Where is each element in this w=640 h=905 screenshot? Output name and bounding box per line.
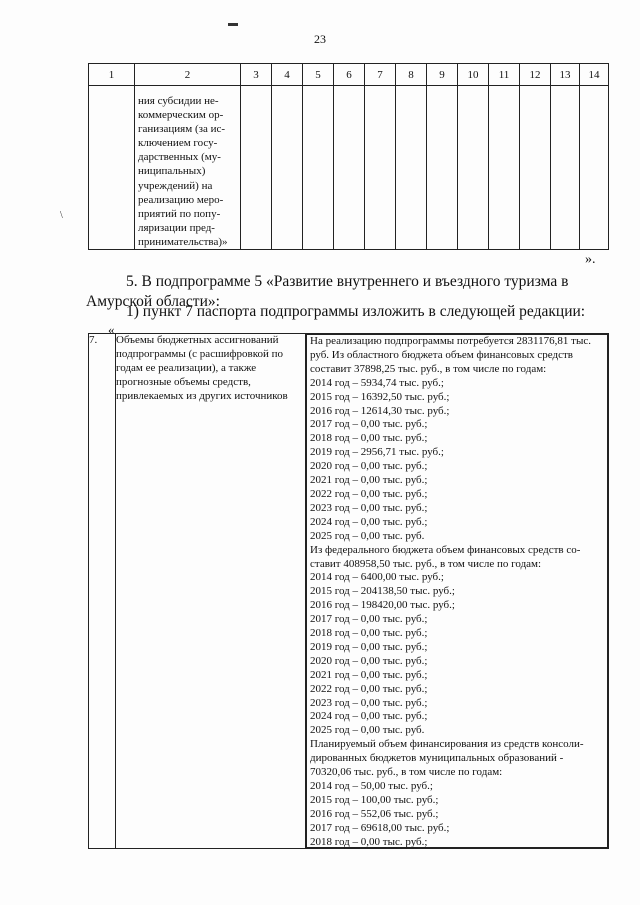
content-line: 2017 год – 0,00 тыс. руб.; bbox=[310, 613, 428, 626]
column-header: 5 bbox=[303, 64, 334, 86]
content-line: 2020 год – 0,00 тыс. руб.; bbox=[310, 654, 428, 667]
content-line: дированных бюджетов муниципальных образований - bbox=[310, 752, 564, 765]
content-line: 2021 год – 0,00 тыс. руб.; bbox=[310, 668, 428, 681]
column-header: 10 bbox=[458, 64, 489, 86]
content-line: 2017 год – 0,00 тыс. руб.; bbox=[310, 418, 428, 431]
column-header: 14 bbox=[580, 64, 609, 86]
row-number: 7. bbox=[89, 334, 116, 849]
cell-text-line: реализацию меро- bbox=[138, 193, 224, 206]
table-cell bbox=[396, 86, 427, 250]
paragraph-1: 1) пункт 7 паспорта подпрограммы изложить в следующей редакции: bbox=[126, 303, 586, 320]
content-line: 2015 год – 100,00 тыс. руб.; bbox=[310, 793, 439, 806]
column-header: 7 bbox=[365, 64, 396, 86]
content-line: 2017 год – 69618,00 тыс. руб.; bbox=[310, 821, 450, 834]
content-line: 2021 год – 0,00 тыс. руб.; bbox=[310, 474, 428, 487]
column-header: 11 bbox=[489, 64, 520, 86]
table-row bbox=[89, 86, 609, 250]
cell-text bbox=[135, 86, 240, 249]
content-line: 2016 год – 552,06 тыс. руб.; bbox=[310, 807, 439, 820]
cell-text-line: ниципальных) bbox=[138, 165, 206, 178]
table-cell bbox=[427, 86, 458, 250]
content-line: 2019 год – 0,00 тыс. руб.; bbox=[310, 640, 428, 653]
content-line: 70320,06 тыс. руб., в том числе по годам: bbox=[310, 766, 503, 779]
column-header: 3 bbox=[241, 64, 272, 86]
cell-text-line: ганизациям (за ис- bbox=[138, 123, 226, 136]
table-cell bbox=[135, 86, 241, 250]
table-cell bbox=[272, 86, 303, 250]
cell-text-line: дарственных (му- bbox=[138, 151, 221, 164]
opening-quote: « bbox=[108, 322, 115, 337]
closing-quote: ». bbox=[585, 252, 596, 267]
table-header-row bbox=[89, 64, 609, 86]
content-line: 2022 год – 0,00 тыс. руб.; bbox=[310, 487, 428, 500]
column-header: 1 bbox=[89, 64, 135, 86]
scan-speck-mark: \ bbox=[60, 210, 63, 221]
content-line: 2014 год – 5934,74 тыс. руб.; bbox=[310, 376, 444, 389]
table-row bbox=[89, 334, 609, 849]
content-line: Планируемый объем финансирования из средств консоли- bbox=[310, 738, 584, 751]
content-line: 2024 год – 0,00 тыс. руб.; bbox=[310, 710, 428, 723]
continued-table bbox=[88, 63, 609, 250]
row-name: Объемы бюджетных ассигнований подпрограммы (с расшифровкой по годам ее реализации), а также прогнозные объемы средств, привлекаемых из других источников bbox=[116, 334, 306, 849]
table-cell bbox=[551, 86, 580, 250]
content-line: 2015 год – 16392,50 тыс. руб.; bbox=[310, 390, 450, 403]
content-line: На реализацию подпрограммы потребуется 2831176,81 тыс. bbox=[310, 335, 591, 347]
content-line: 2023 год – 0,00 тыс. руб.; bbox=[310, 501, 428, 514]
column-header: 4 bbox=[272, 64, 303, 86]
content-line: 2019 год – 2956,71 тыс. руб.; bbox=[310, 446, 444, 459]
content-line: 2014 год – 50,00 тыс. руб.; bbox=[310, 780, 433, 792]
cell-text-line: учреждений) на bbox=[138, 179, 213, 192]
content-line: 2014 год – 6400,00 тыс. руб.; bbox=[310, 571, 444, 584]
table-cell bbox=[489, 86, 520, 250]
scan-speck-mark: ▬ bbox=[228, 18, 238, 29]
content-line: ставит 408958,50 тыс. руб., в том числе по годам: bbox=[310, 557, 542, 570]
content-lines bbox=[306, 334, 608, 848]
content-line: 2016 год – 12614,30 тыс. руб.; bbox=[310, 404, 450, 417]
content-line: 2018 год – 0,00 тыс. руб.; bbox=[310, 627, 428, 640]
table-cell bbox=[89, 86, 135, 250]
cell-text-line: ния субсидии не- bbox=[138, 95, 219, 107]
paragraph-5: 5. В подпрограмме 5 «Развитие внутреннего и въездного туризма в Амурской области»: bbox=[86, 273, 569, 310]
column-header: 2 bbox=[135, 64, 241, 86]
content-line: 2023 год – 0,00 тыс. руб.; bbox=[310, 696, 428, 709]
content-line: 2020 год – 0,00 тыс. руб.; bbox=[310, 460, 428, 473]
column-header: 9 bbox=[427, 64, 458, 86]
table-cell bbox=[458, 86, 489, 250]
table-cell bbox=[241, 86, 272, 250]
column-header: 13 bbox=[551, 64, 580, 86]
row-content bbox=[306, 334, 609, 849]
table-cell bbox=[303, 86, 334, 250]
content-line: 2024 год – 0,00 тыс. руб.; bbox=[310, 515, 428, 528]
content-line: руб. Из областного бюджета объем финансовых средств bbox=[310, 348, 573, 361]
page-number: 23 bbox=[314, 32, 326, 46]
content-line: 2018 год – 0,00 тыс. руб.; bbox=[310, 432, 428, 445]
cell-text-line: принимательства)» bbox=[138, 235, 228, 248]
content-line: 2022 год – 0,00 тыс. руб.; bbox=[310, 682, 428, 695]
content-line: Из федерального бюджета объем финансовых средств со- bbox=[310, 543, 581, 556]
content-line: 2016 год – 198420,00 тыс. руб.; bbox=[310, 599, 455, 612]
passport-table bbox=[88, 333, 609, 849]
table-cell bbox=[520, 86, 551, 250]
table-cell bbox=[580, 86, 609, 250]
column-header: 8 bbox=[396, 64, 427, 86]
content-line: составит 37898,25 тыс. руб., в том числе по годам: bbox=[310, 362, 547, 375]
content-line: 2015 год – 204138,50 тыс. руб.; bbox=[310, 585, 455, 598]
table-cell bbox=[365, 86, 396, 250]
content-line: 2018 год – 0,00 тыс. руб.; bbox=[310, 835, 428, 848]
content-line: 2025 год – 0,00 тыс. руб. bbox=[310, 724, 425, 737]
column-header: 6 bbox=[334, 64, 365, 86]
cell-text-line: ляризации пред- bbox=[138, 221, 215, 234]
table-cell bbox=[334, 86, 365, 250]
cell-text-line: приятий по попу- bbox=[138, 207, 221, 220]
cell-text-line: коммерческим ор- bbox=[138, 109, 224, 122]
content-line: 2025 год – 0,00 тыс. руб. bbox=[310, 529, 425, 542]
column-header: 12 bbox=[520, 64, 551, 86]
cell-text-line: ключением госу- bbox=[138, 137, 218, 150]
